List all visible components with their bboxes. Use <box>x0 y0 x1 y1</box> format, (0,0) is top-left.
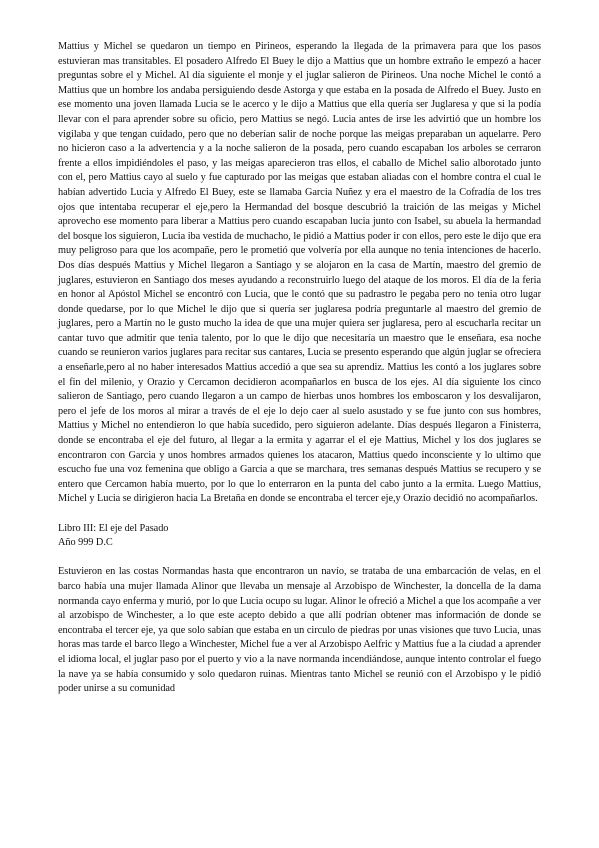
body-paragraph-1: Mattius y Michel se quedaron un tiempo en Pirineos, esperando la llegada de la primavera para que los pasos estuvieran mas transitables. El posadero Alfredo El Buey le dijo a Mattius que un hombre extraño le empezó a hacer preguntas sobre el y Michel. Al día siguiente el monje y el juglar salieron de Pirineos. Una noche Michel le contó a Mattius que un hombre los andaba persiguiendo desde Astorga y que estaba en la posada de Alfredo el Buey. Justo en ese momento una joven llamada Lucia se le acerco y le dijo a Mattius que ella quería ser Juglaresa y que si la podía llevar con el para aprender sobre su oficio, pero Mattius se negó. Lucia antes de irse les advirtió que un hombre los vigilaba y que tengan cuidado, pero que no deberían salir de noche porque las meigas preparaban un aquelarre. Pero no hicieron caso a la advertencia y a la noche salieron de la posada, pero cuando escapaban los arboles se cerraron frente a ellos impidiéndoles el paso, y las meigas aparecieron tras ellos, el caballo de Michel salio alborotado junto con el, pero Mattius cayo al suelo y fue capturado por las meigas que estaban aliadas con el hombre contra el cual le habían advertido Lucia y Alfredo El Buey, este se llamaba Garcia Nuñez y era el maestro de la Cofradía de los tres ojos que intentaba recuperar el eje,pero la Hermandad del bosque descubrió la traición de las meigas y Michel aprovecho ese momento para liberar a Mattius pero cuando escapaban lucia junto con Isabel, su abuela la hermandad del bosque los siguieron, Lucia iba vestida de muchacho, le pidió a Mattius poder ir con ellos, pero este le dijo que era muy peligroso para que los acompañe, pero le prometió que volvería por ella aunque no tenia intenciones de hacerlo. Dos días después Mattius y Michel llegaron a Santiago y se alojaron en la casa de Martín, maestro del gremio de juglares, estuvieron en Santiago dos meses ayudando a reconstruirlo luego del ataque de los moros. El día de la feria en honor al Apóstol Michel se encontró con Lucia, que le contó que su padrastro le pegaba pero no tenia otro lugar donde quedarse, por lo que Michel le dijo que si quería ser juglaresa podría preguntarle al maestro del gremio de juglares, pero a Martín no le gusto mucho la idea de que una mujer quiera ser juglaresa, pero al escucharla recitar un cantar tuvo que admitir que tenia talento, por lo que le dijo que necesitaría un maestro que le enseñara, esa noche cuando se reunieron varios juglares para recitar sus cantares, Lucia se presento esperando que algún juglar se ofreciera a enseñarle,pero al no haber interesados Mattius accedió a que sea su aprendiz. Mattius les contó a los juglares sobre el fin del milenio, y Orazio y Cercamon decidieron acompañarlos en busca de los ejes. Al día siguiente los cinco salieron de Santiago, pero cuando llegaron a un campo de hierbas unos hombres los emboscaron y los desvalijaron, pero el jefe de los moros al mirar a través de el eje lo dejo caer al suelo asustado y se fue junto con sus hombres, Mattius y Michel no entendieron lo que había sucedido, pero siguieron adelante. Días después llegaron a Finisterra, donde se encontraba el eje del futuro, al llegar a la ermita y agarrar el el eje Mattius, Michel y los dos juglares se encontraron con Garcia y unos hombres armados quienes los atacaron, Mattius quedo inconsciente y lo ultimo que escucho fue una voz femenina que obligo a Garcia a que se marchara, tres semanas después Mattius se recupero y se entero que Cercamon había muerto, por lo que lo enterraron en la punta del cabo junto a la ermita. Luego Mattius, Michel y Lucia se dirigieron hacia La Bretaña en donde se encontraba el tercer eje,y Orazio decidió no acompañarlos. <box>58 41 541 505</box>
book-heading: Libro III: El eje del Pasado <box>58 522 169 534</box>
year-heading: Año 999 D.C <box>58 537 113 549</box>
document-page <box>58 40 541 697</box>
body-paragraph-2: Estuvieron en las costas Normandas hasta que encontraron un navío, se trataba de una embarcación de velas, en el barco había una mujer llamada Alinor que llevaba un mensaje al Arzobispo de Winchester, la doncella de la dama normanda cayo enferma y murió, por lo que Lucia ocupo su lugar. Alinor le ofreció a Michel a que los acompañe a ver al arzobispo de Winchester, a lo que este acepto debido a que allí podrían obtener mas información de donde se encontraba el tercer eje, ya que solo sabían que estaba en un circulo de piedras por unas visiones que tuvo Lucia, unas horas mas tarde el barco llego a Winchester, Michel fue a ver al Arzobispo Aelfric y Mattius fue a la ciudad a aprender el idioma local, el juglar paso por el puerto y vio a la nave normanda incendiándose, aunque intento controlar el fuego la nave ya se había consumido y solo quedaron ruinas. Mientras tanto Michel se reunió con el Arzobispo y le pidió poder unirse a su comunidad <box>58 566 541 695</box>
